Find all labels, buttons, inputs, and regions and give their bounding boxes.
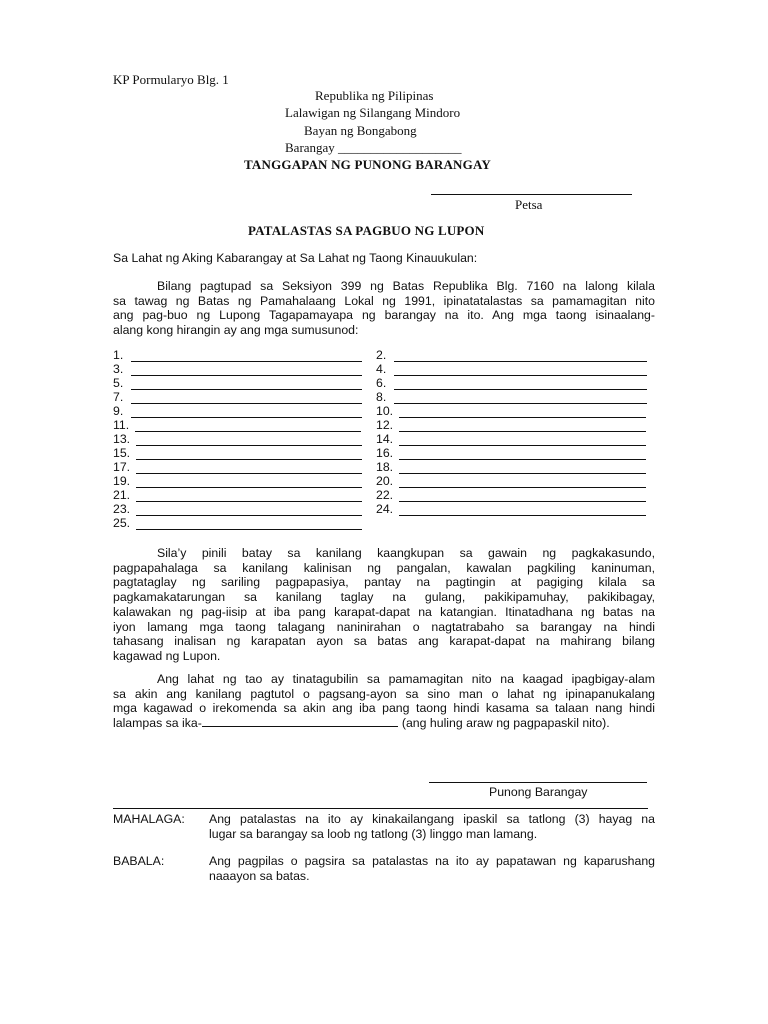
nominee-blank[interactable]	[136, 448, 362, 460]
date-label: Petsa	[515, 197, 543, 212]
nominee-number: 1.	[113, 348, 124, 362]
objection-line: mga kagawad o irekomenda sa akin ang iba pang taong hindi kasama sa talaan nang hindi	[113, 701, 655, 716]
nominee-row	[113, 404, 362, 418]
nominee-row	[376, 488, 646, 502]
intro-line: Bilang pagtupad sa Seksiyon 399 ng Batas Republika Blg. 7160 na lalong kilala	[157, 279, 655, 293]
nominee-blank[interactable]	[394, 378, 647, 390]
nominee-number: 6.	[376, 376, 387, 390]
intro-paragraph	[113, 279, 655, 338]
nominee-blank[interactable]	[131, 364, 362, 376]
intro-line: alang kong hirangin ay ang mga sumusunod:	[113, 323, 359, 338]
mahalaga-label: MAHALAGA:	[113, 812, 185, 826]
criteria-line: pagtataglay ng sariling pagpapasiya, pantay na pagtingin at pagiging kilala sa	[113, 575, 655, 590]
nominee-number: 13.	[113, 432, 131, 446]
nominee-row	[376, 376, 647, 390]
nominee-number: 19.	[113, 474, 131, 488]
objection-paragraph	[113, 672, 655, 731]
nominee-row	[376, 432, 646, 446]
mahalaga-line: lugar sa barangay sa loob ng tatlong (3) linggo man lamang.	[209, 826, 538, 841]
nominee-row	[376, 474, 646, 488]
nominee-blank[interactable]	[131, 350, 362, 362]
nominee-row	[376, 362, 647, 376]
criteria-line: Sila’y pinili batay sa kanilang kaangkupan sa gawain ng pagkakasundo,	[157, 546, 655, 560]
objection-line: Ang lahat ng tao ay tinatagubilin sa pamamagitan nito na kaagad ipagbigay-alam	[157, 672, 655, 686]
babala-line: naaayon sa batas.	[209, 868, 310, 883]
babala-line: Ang pagpilas o pagsira sa patalastas na ito ay papatawan ng kaparushang	[209, 854, 655, 868]
nominee-row	[113, 418, 361, 432]
nominee-blank[interactable]	[399, 420, 646, 432]
nominee-blank[interactable]	[399, 448, 646, 460]
nominee-row	[113, 432, 362, 446]
header-republic: Republika ng Pilipinas	[315, 88, 434, 103]
deadline-line	[113, 716, 655, 731]
office-title: TANGGAPAN NG PUNONG BARANGAY	[244, 157, 491, 172]
nominee-number: 11.	[113, 418, 130, 432]
nominee-blank[interactable]	[136, 476, 362, 488]
nominee-number: 8.	[376, 390, 387, 404]
nominee-number: 20.	[376, 474, 394, 488]
nominee-row	[113, 460, 362, 474]
nominee-number: 18.	[376, 460, 394, 474]
nominee-number: 15.	[113, 446, 131, 460]
nominee-blank[interactable]	[399, 462, 646, 474]
nominee-blank[interactable]	[136, 518, 362, 530]
nominee-number: 22.	[376, 488, 394, 502]
nominee-number: 21.	[113, 488, 131, 502]
mahalaga-line: Ang patalastas na ito ay kinakailangang ipaskil sa tatlong (3) hayag na	[209, 812, 655, 826]
salutation: Sa Lahat ng Aking Kabarangay at Sa Lahat ng Taong Kinauukulan:	[113, 251, 478, 265]
criteria-line: pagpapahalaga sa kanilang kalinisan ng pangalan, kawalan pagkiling kaninuman,	[113, 560, 655, 575]
header-municipality: Bayan ng Bongabong	[304, 122, 417, 138]
nominee-blank[interactable]	[399, 476, 646, 488]
objection-line: sa akin ang kanilang pagtutol o pagsang-ayon sa sino man o lahat ng ipinapanukalang	[113, 686, 655, 701]
nominee-number: 14.	[376, 432, 394, 446]
nominee-number: 17.	[113, 460, 131, 474]
criteria-line: kagawad ng Lupon.	[113, 648, 221, 663]
nominee-number: 5.	[113, 376, 124, 390]
intro-line: sa tawag ng Batas ng Pamahalaang Lokal ng 1991, ipinatatalastas sa pamamagitan nito	[113, 293, 655, 308]
nominee-number: 16.	[376, 446, 394, 460]
nominee-number: 3.	[113, 362, 124, 376]
nominee-row	[376, 502, 646, 516]
nominee-number: 4.	[376, 362, 387, 376]
nominee-row	[376, 348, 647, 362]
deadline-suffix: (ang huling araw ng pagpapaskil nito).	[401, 716, 610, 731]
nominee-row	[113, 502, 362, 516]
nominee-blank[interactable]	[394, 350, 647, 362]
criteria-line: kalawakan ng pag-iisip at iba pang karapat-dapat na katangian. Itinatadhana ng batas na	[113, 604, 655, 619]
header-barangay: Barangay ___________________	[285, 139, 462, 155]
criteria-line: pagkamakatarungan sa kanilang taglay na gulang, pakikipamuhay, pakikibagay,	[113, 590, 655, 605]
nominee-row	[113, 376, 362, 390]
nominee-blank[interactable]	[399, 434, 646, 446]
nominee-blank[interactable]	[136, 504, 362, 516]
mahalaga-text	[209, 812, 655, 841]
nominee-blank[interactable]	[136, 490, 362, 502]
nominee-blank[interactable]	[131, 392, 362, 404]
nominee-row	[113, 362, 362, 376]
nominee-blank[interactable]	[394, 364, 647, 376]
nominee-blank[interactable]	[131, 378, 362, 390]
nominee-row	[113, 488, 362, 502]
nominee-blank[interactable]	[135, 420, 361, 432]
nominee-number: 7.	[113, 390, 124, 404]
babala-text	[209, 854, 655, 883]
intro-line: ang pag-buo ng Lupong Tagapamayapa ng barangay na ito. Ang mga taong isinaalang-	[113, 308, 655, 323]
notice-title: PATALASTAS SA PAGBUO NG LUPON	[248, 223, 485, 238]
document-header	[285, 87, 485, 156]
nominee-number: 23.	[113, 502, 131, 516]
babala-label: BABALA:	[113, 854, 165, 868]
nominee-blank[interactable]	[399, 490, 646, 502]
nominee-blank[interactable]	[131, 406, 362, 418]
nominee-row	[113, 390, 362, 404]
nominee-blank[interactable]	[399, 504, 646, 516]
nominee-number: 2.	[376, 348, 387, 362]
nominee-row	[113, 516, 362, 530]
nominee-blank[interactable]	[136, 462, 362, 474]
criteria-paragraph	[113, 546, 655, 664]
signature-line[interactable]	[429, 782, 647, 783]
criteria-line: tahasang inalisan ng karapatan ayon sa batas ang karapat-dapat na mahirang bilang	[113, 634, 655, 649]
deadline-prefix: lalampas sa ika-	[113, 716, 202, 731]
nominee-blank[interactable]	[136, 434, 362, 446]
nominee-number: 25.	[113, 516, 131, 530]
nominee-row	[376, 418, 646, 432]
nominee-number: 24.	[376, 502, 394, 516]
nominee-row	[113, 474, 362, 488]
nominee-blank[interactable]	[394, 392, 647, 404]
nominee-row	[113, 446, 362, 460]
date-line	[431, 194, 632, 195]
deadline-blank[interactable]	[202, 716, 398, 727]
form-number: KP Pormularyo Blg. 1	[113, 72, 229, 87]
header-province: Lalawigan ng Silangang Mindoro	[285, 105, 461, 121]
nominee-row	[376, 460, 646, 474]
separator-line	[113, 808, 648, 809]
nominee-row	[113, 348, 362, 362]
nominee-number: 12.	[376, 418, 394, 432]
nominee-row	[376, 446, 646, 460]
signatory-label: Punong Barangay	[489, 785, 588, 799]
nominee-row	[376, 390, 647, 404]
nominee-number: 10.	[376, 404, 394, 418]
nominee-blank[interactable]	[399, 406, 646, 418]
criteria-line: iyon lamang mga taong talagang naninirahan o nagtatrabaho sa barangay na hindi	[113, 619, 655, 634]
nominee-number: 9.	[113, 404, 124, 418]
nominee-row	[376, 404, 646, 418]
